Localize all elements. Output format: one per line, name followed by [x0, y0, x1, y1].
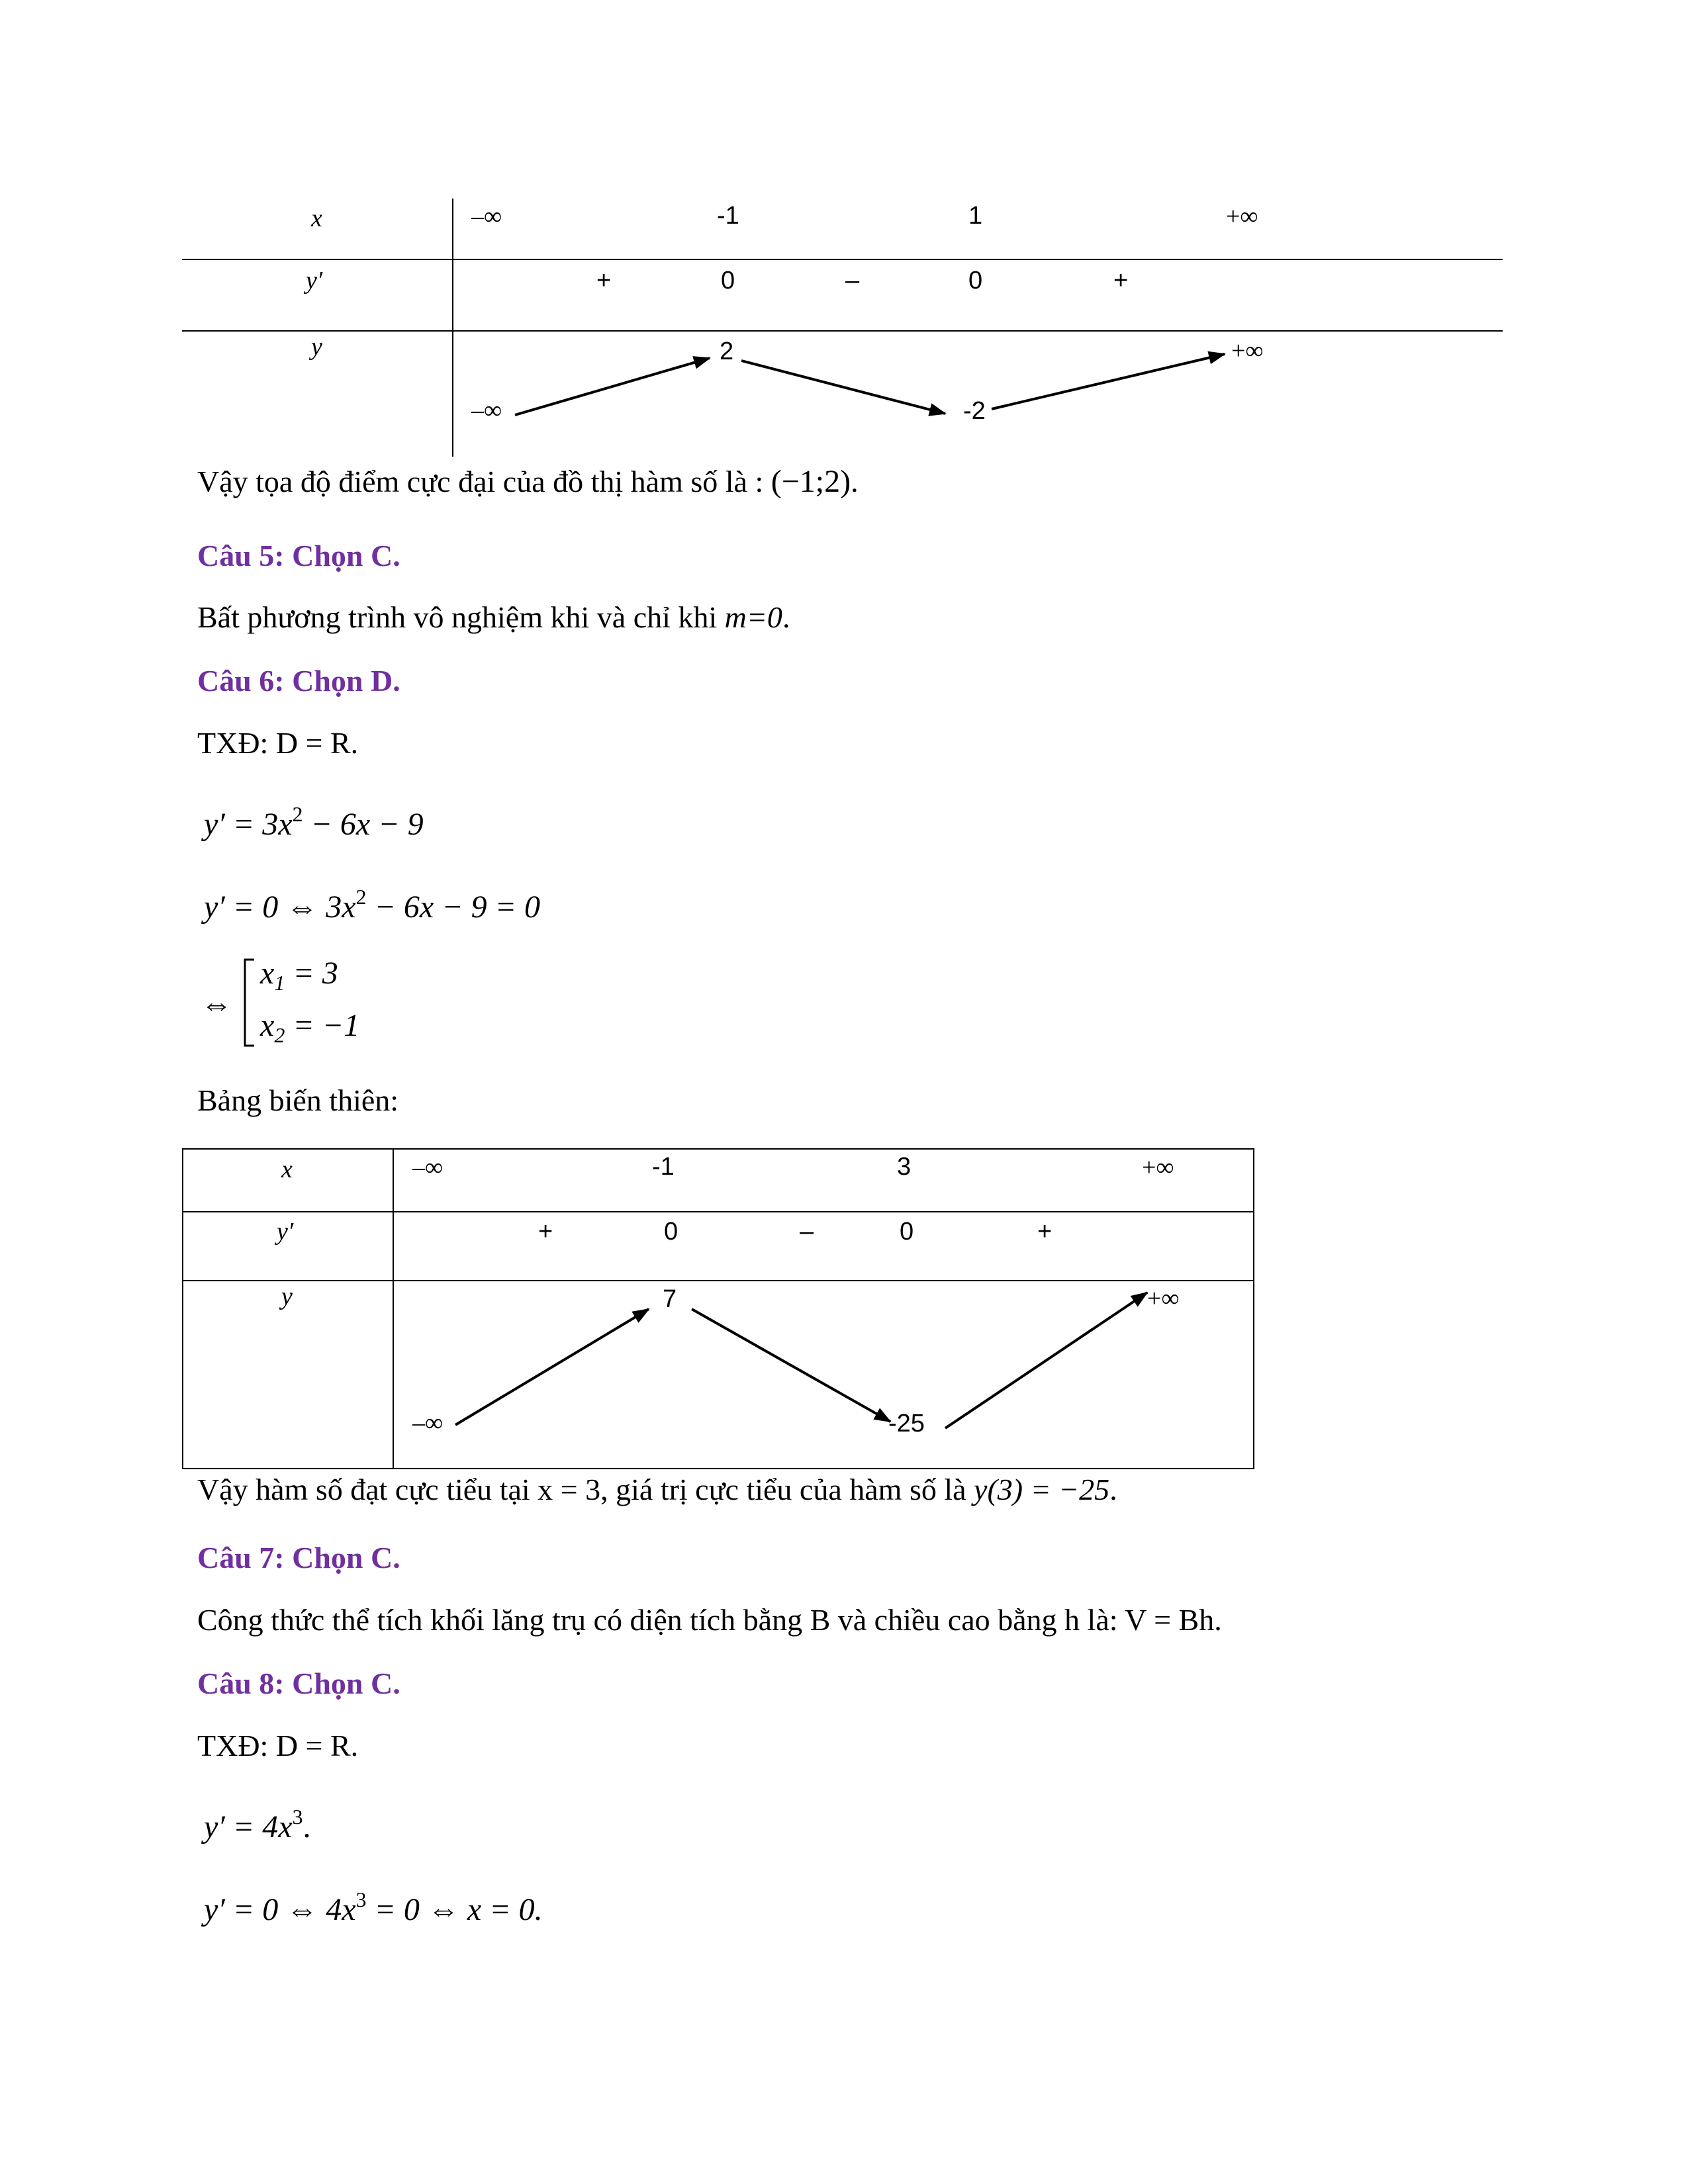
conclusion-1-end: .: [851, 465, 859, 498]
table1-label-yprime: y′: [306, 267, 323, 295]
q8-derivative: [204, 1805, 311, 1845]
q6-conclusion-end: .: [1109, 1473, 1117, 1506]
conclusion-1-text: Vậy tọa độ điểm cực đại của đồ thị hàm số là :: [197, 465, 771, 498]
q5-text: Bất phương trình vô nghiệm khi và chỉ khi: [197, 600, 725, 634]
q8-deriv-lhs: y′ = 4x: [204, 1809, 293, 1844]
conclusion-1-point: (−1;2): [771, 464, 851, 499]
q8-eq-rhs: = 0 ⇔ x = 0.: [366, 1892, 543, 1927]
table1-arrow-down: [741, 361, 945, 414]
q8-eq-exp: 3: [355, 1888, 367, 1911]
q6-eq-lhs: y′ = 0 ⇔ 3x: [204, 889, 356, 925]
table2-label-x: x: [281, 1156, 293, 1183]
table2-yp-1: 0: [664, 1218, 679, 1246]
q8-equation: [204, 1888, 543, 1928]
q7-heading: Câu 7: Chọn C.: [197, 1541, 400, 1574]
table1-y-min: -2: [963, 397, 986, 425]
table2-yp-0: +: [538, 1218, 553, 1246]
q8-deriv-exp: 3: [292, 1805, 303, 1829]
q6-eq-rhs: − 6x − 9 = 0: [366, 889, 540, 925]
table2-yp-3: 0: [900, 1218, 914, 1246]
table1-x-0: –∞: [471, 203, 502, 230]
table2-label-y: y: [281, 1283, 293, 1310]
table2-label-yprime: y′: [277, 1218, 294, 1246]
table1-y-pos-inf: +∞: [1231, 337, 1264, 365]
table2-y-neg-inf: –∞: [412, 1409, 444, 1437]
q6-deriv-rhs: − 6x − 9: [303, 807, 424, 842]
q6-conclusion-text: Vậy hàm số đạt cực tiểu tại x = 3, giá trị cực tiểu của hàm số là: [197, 1473, 974, 1506]
q6-eq-exp: 2: [355, 885, 367, 909]
table2-yp-4: +: [1037, 1218, 1053, 1246]
table1-y-max: 2: [720, 338, 734, 365]
table2-arrow-up-2: [945, 1293, 1147, 1428]
q5-end: .: [782, 600, 790, 634]
table1-x-2: 1: [968, 202, 983, 230]
q6-deriv-lhs: y′ = 3x: [204, 807, 293, 842]
table2-arrow-up-1: [455, 1309, 649, 1425]
table1-arrow-up-2: [992, 354, 1225, 409]
q8-heading: Câu 8: Chọn C.: [197, 1666, 400, 1700]
q5-heading: Câu 5: Chọn C.: [197, 539, 400, 572]
table1-label-y: y: [311, 333, 322, 361]
q8-eq-lhs: y′ = 0 ⇔ 4x: [204, 1892, 356, 1927]
q6-root1-sub: 1: [274, 971, 285, 995]
table1-label-x: x: [311, 205, 322, 232]
table2-arrow-down: [692, 1309, 890, 1422]
q6-conclusion: [197, 1473, 1117, 1508]
table2-y-max: 7: [663, 1285, 677, 1313]
table2-y-pos-inf: +∞: [1147, 1285, 1180, 1312]
q6-root1-var: x: [260, 956, 275, 991]
table1-x-1: -1: [717, 202, 739, 230]
q6-equiv-symbol: ⇔: [201, 987, 232, 1022]
q8-deriv-end: .: [303, 1809, 311, 1844]
q7-text: Công thức thể tích khối lăng trụ có diện tích bằng B và chiều cao bằng h là: V = Bh.: [197, 1603, 1222, 1637]
q6-deriv-exp: 2: [292, 802, 303, 826]
q6-domain: TXĐ: D = R.: [197, 726, 359, 760]
table2-y-min: -25: [888, 1410, 925, 1437]
table1-yp-1: 0: [721, 267, 735, 295]
table1-yp-2: –: [845, 267, 860, 295]
table2-x-3: +∞: [1142, 1154, 1174, 1181]
q6-root1-val: = 3: [285, 956, 338, 991]
table2-x-0: –∞: [412, 1154, 444, 1181]
table1-y-neg-inf: –∞: [471, 396, 502, 424]
q5-math: m=0: [724, 600, 782, 634]
q6-table-title: Bảng biến thiên:: [197, 1083, 399, 1117]
table2-yp-2: –: [800, 1218, 814, 1246]
table2-x-2: 3: [897, 1153, 912, 1181]
table1-yp-0: +: [596, 267, 612, 295]
q6-root2-var: x: [260, 1008, 275, 1043]
table1-yp-3: 0: [968, 267, 983, 295]
q6-conclusion-math: y(3) = −25: [974, 1473, 1110, 1506]
table2-x-1: -1: [652, 1153, 675, 1181]
q6-root2-sub: 2: [274, 1023, 285, 1047]
table1-arrow-up-1: [515, 358, 710, 415]
table1-x-3: +∞: [1226, 203, 1258, 230]
table1-yp-4: +: [1113, 267, 1129, 295]
q8-domain: TXĐ: D = R.: [197, 1729, 359, 1762]
q6-heading: Câu 6: Chọn D.: [197, 664, 400, 698]
q6-root2-val: = −1: [285, 1008, 360, 1043]
